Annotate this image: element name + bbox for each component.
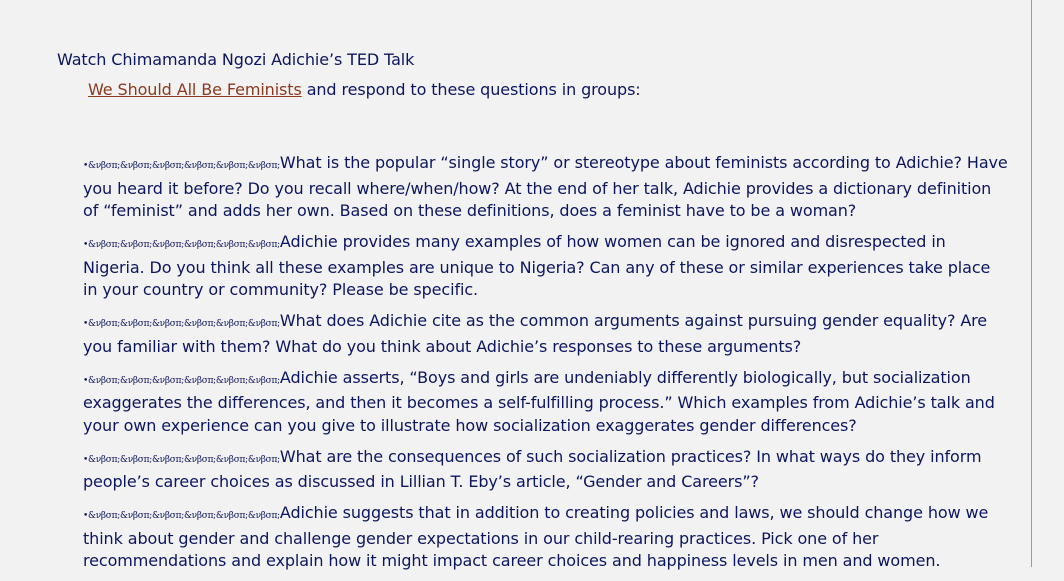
question-item — [83, 502, 1008, 573]
question-item — [83, 152, 1008, 223]
question-text: Adichie provides many examples of how women can be ignored and disrespected in Nigeria. Do you think all these examples are unique to Nigeria? Can any of these or similar experiences take place in your country or community? Please be specific. — [83, 232, 991, 300]
bullet-marker: •&νβσπ;&νβσπ;&νβσπ;&νβσπ;&νβσπ;&νβσπ; — [83, 319, 280, 330]
intro-heading: Watch Chimamanda Ngozi Adichie’s TED Talk — [57, 50, 415, 69]
bullet-marker: •&νβσπ;&νβσπ;&νβσπ;&νβσπ;&νβσπ;&νβσπ; — [83, 375, 280, 386]
page-right-gutter — [1032, 0, 1064, 567]
question-item — [83, 310, 1008, 358]
bullet-marker: •&νβσπ;&νβσπ;&νβσπ;&νβσπ;&νβσπ;&νβσπ; — [83, 240, 280, 251]
question-text: Adichie asserts, “Boys and girls are undeniably differently biologically, but socialization exaggerates the differences, and then it becomes a self-fulfilling process.” Which examples from Adichie’s talk and your own experience can you give to illustrate how socialization exaggerates gender differences? — [83, 367, 995, 435]
bullet-marker: •&νβσπ;&νβσπ;&νβσπ;&νβσπ;&νβσπ;&νβσπ; — [83, 454, 280, 465]
bullet-marker: •&νβσπ;&νβσπ;&νβσπ;&νβσπ;&νβσπ;&νβσπ; — [83, 161, 280, 171]
question-text: What does Adichie cite as the common arguments against pursuing gender equality? Are you familiar with them? What do you think about Adichie’s responses to these arguments? — [83, 311, 988, 356]
question-text: What is the popular “single story” or stereotype about feminists according to Adichie? Have you heard it before? Do you recall where/when/how? At the end of her talk, Adichie provides a dictionary definition of “feminist” and adds her own. Based on these definitions, does a feminist have to be a woman? — [83, 153, 1008, 221]
question-item — [83, 367, 1008, 438]
question-text: What are the consequences of such socialization practices? In what ways do they inform people’s career choices as discussed in Lillian T. Eby’s article, “Gender and Careers”? — [83, 446, 982, 492]
question-list — [83, 152, 1008, 581]
intro-instruction-text: and respond to these questions in groups: — [301, 80, 641, 99]
ted-talk-link[interactable]: We Should All Be Feminists — [88, 80, 302, 99]
question-text: Adichie suggests that in addition to creating policies and laws, we should change how we think about gender and challenge gender expectations in our child-rearing practices. Pick one of her recommendations and explain how it might impact career choices and happiness levels in men and women. — [83, 503, 989, 571]
intro-instruction — [88, 79, 641, 101]
question-item — [83, 231, 1008, 302]
question-item — [83, 446, 1008, 494]
bullet-marker: •&νβσπ;&νβσπ;&νβσπ;&νβσπ;&νβσπ;&νβσπ; — [83, 511, 280, 522]
